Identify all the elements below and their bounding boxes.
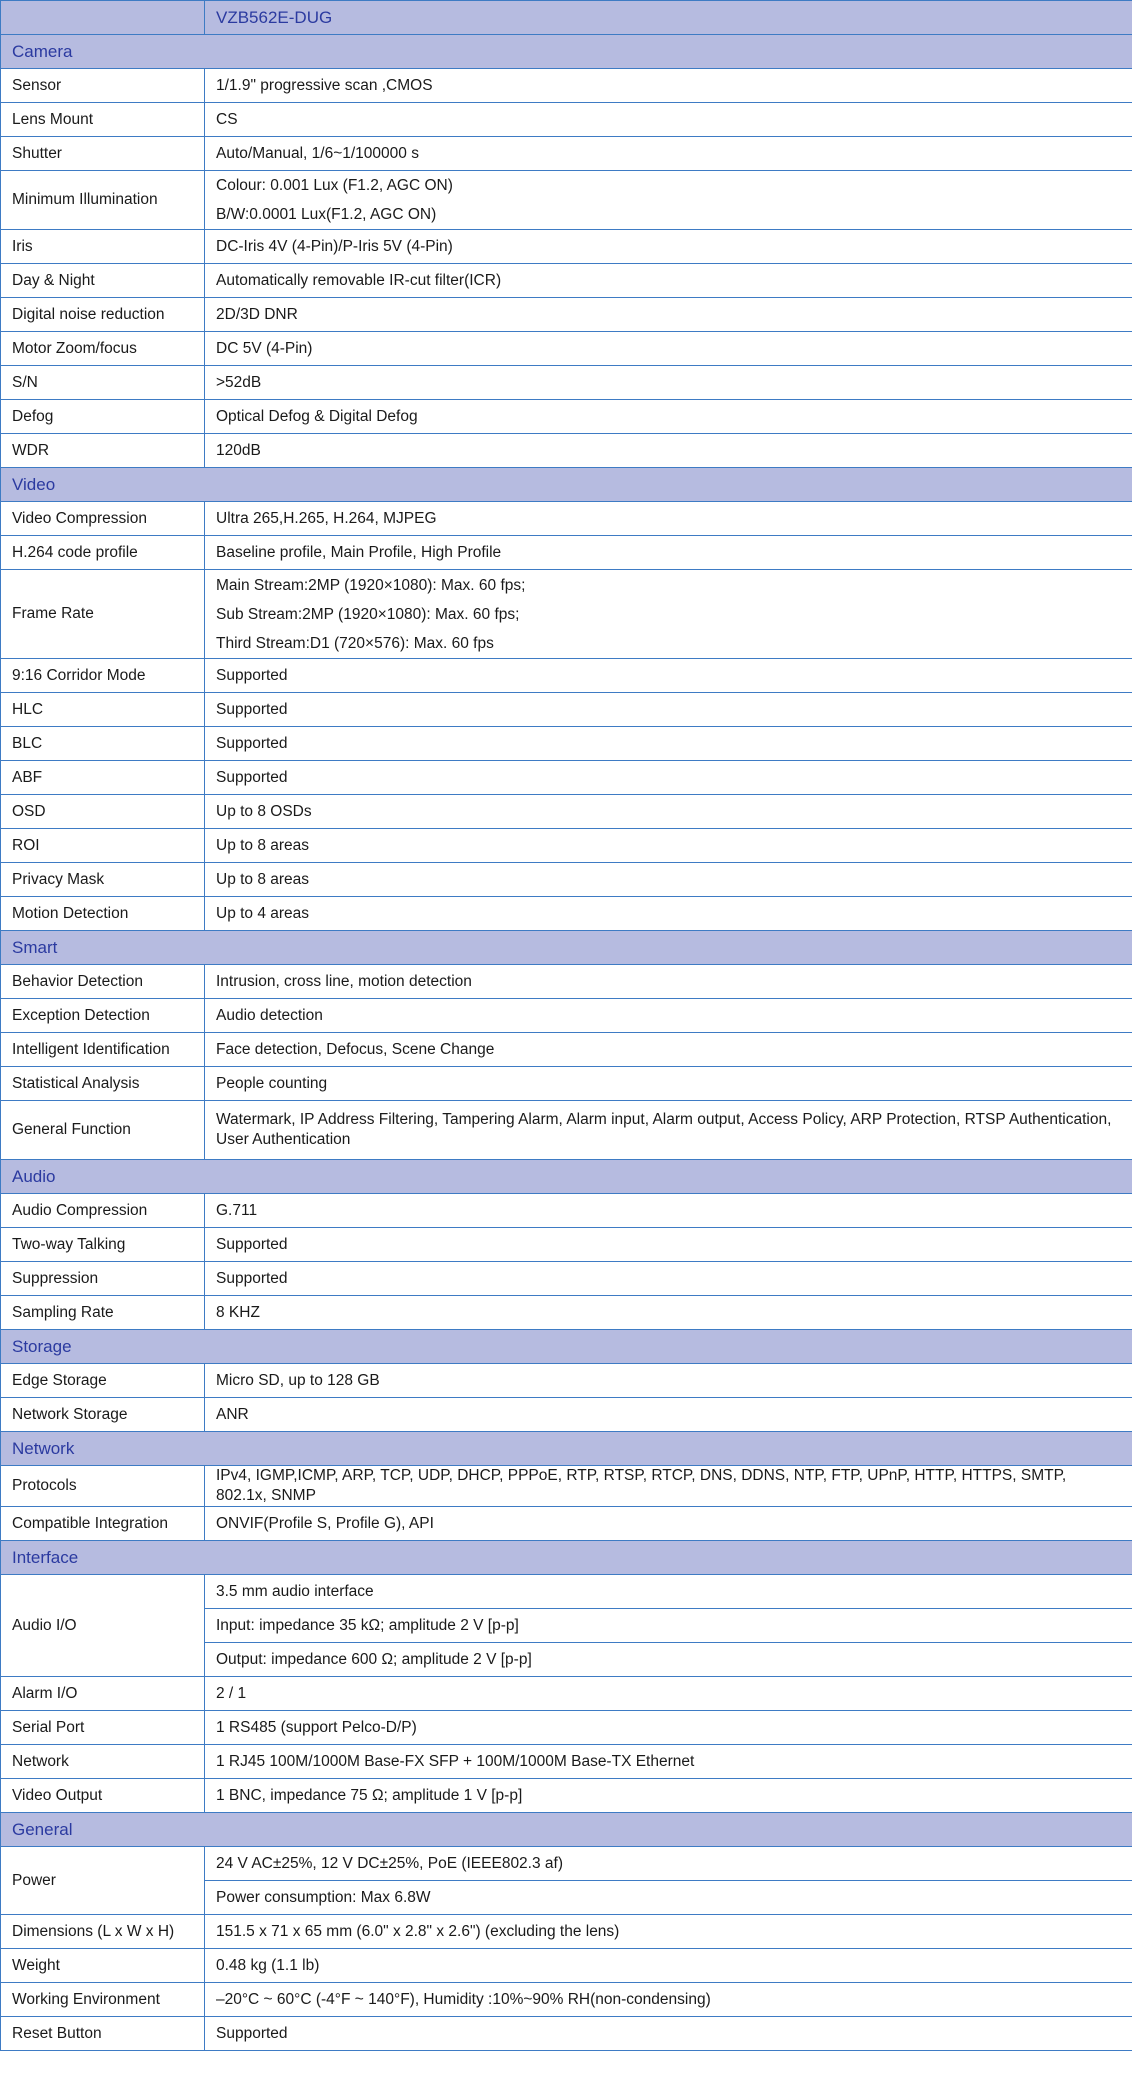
spec-label: Digital noise reduction	[1, 298, 205, 332]
spec-row-video-output	[1, 1779, 1132, 1813]
spec-value-line: Colour: 0.001 Lux (F1.2, AGC ON)	[216, 177, 453, 194]
spec-row-roi	[1, 829, 1132, 863]
spec-row-motion-detection	[1, 897, 1132, 931]
spec-label: Defog	[1, 400, 205, 434]
spec-label: Network	[1, 1745, 205, 1779]
spec-row-network	[1, 1745, 1132, 1779]
spec-value: 151.5 x 71 x 65 mm (6.0" x 2.8" x 2.6") (excluding the lens)	[205, 1915, 1132, 1949]
spec-label: ROI	[1, 829, 205, 863]
spec-row-weight	[1, 1949, 1132, 1983]
spec-value: 2 / 1	[205, 1677, 1132, 1711]
spec-row-general-function	[1, 1101, 1132, 1160]
spec-row-network-storage	[1, 1398, 1132, 1432]
spec-value: Supported	[205, 693, 1132, 727]
spec-value-line: B/W:0.0001 Lux(F1.2, AGC ON)	[216, 206, 437, 223]
spec-value: Ultra 265,H.265, H.264, MJPEG	[205, 502, 1132, 536]
section-header-interface	[1, 1541, 1132, 1575]
spec-row-sensor	[1, 69, 1132, 103]
spec-value: 1/1.9" progressive scan ,CMOS	[205, 69, 1132, 103]
spec-label: Video Compression	[1, 502, 205, 536]
spec-label: Two-way Talking	[1, 1228, 205, 1262]
spec-value: 1 RJ45 100M/1000M Base-FX SFP + 100M/1000M Base-TX Ethernet	[205, 1745, 1132, 1779]
spec-row-s-n	[1, 366, 1132, 400]
spec-label: Statistical Analysis	[1, 1067, 205, 1101]
spec-value: Face detection, Defocus, Scene Change	[205, 1033, 1132, 1067]
spec-value: Baseline profile, Main Profile, High Profile	[205, 536, 1132, 570]
section-header-network	[1, 1432, 1132, 1466]
spec-value	[205, 171, 1132, 230]
spec-label: H.264 code profile	[1, 536, 205, 570]
spec-value: 24 V AC±25%, 12 V DC±25%, PoE (IEEE802.3 af)	[205, 1847, 1132, 1881]
spec-table-body	[1, 1, 1132, 2051]
spec-value: >52dB	[205, 366, 1132, 400]
spec-label: 9:16 Corridor Mode	[1, 659, 205, 693]
spec-label: Lens Mount	[1, 103, 205, 137]
spec-label: ABF	[1, 761, 205, 795]
spec-label: Network Storage	[1, 1398, 205, 1432]
spec-value: Up to 8 OSDs	[205, 795, 1132, 829]
spec-value: Input: impedance 35 kΩ; amplitude 2 V [p-p]	[205, 1609, 1132, 1643]
spec-row-alarm-i-o	[1, 1677, 1132, 1711]
spec-value: Up to 8 areas	[205, 829, 1132, 863]
spec-row-exception-detection	[1, 999, 1132, 1033]
spec-value: Optical Defog & Digital Defog	[205, 400, 1132, 434]
spec-row-edge-storage	[1, 1364, 1132, 1398]
spec-label: Sensor	[1, 69, 205, 103]
spec-label: Shutter	[1, 137, 205, 171]
spec-label: Intelligent Identification	[1, 1033, 205, 1067]
section-header-storage	[1, 1330, 1132, 1364]
spec-value: 1 RS485 (support Pelco-D/P)	[205, 1711, 1132, 1745]
spec-value: 0.48 kg (1.1 lb)	[205, 1949, 1132, 1983]
spec-row-digital-noise-reduction	[1, 298, 1132, 332]
spec-row-statistical-analysis	[1, 1067, 1132, 1101]
spec-value: DC 5V (4-Pin)	[205, 332, 1132, 366]
spec-label: Frame Rate	[1, 570, 205, 659]
spec-row-osd	[1, 795, 1132, 829]
spec-label: Video Output	[1, 1779, 205, 1813]
spec-label: Power	[1, 1847, 205, 1915]
spec-row-suppression	[1, 1262, 1132, 1296]
spec-value: DC-Iris 4V (4-Pin)/P-Iris 5V (4-Pin)	[205, 230, 1132, 264]
spec-value: CS	[205, 103, 1132, 137]
spec-row-two-way-talking	[1, 1228, 1132, 1262]
spec-row-frame-rate	[1, 570, 1132, 659]
spec-value-line: Third Stream:D1 (720×576): Max. 60 fps	[216, 634, 494, 652]
spec-row-wdr	[1, 434, 1132, 468]
section-header-camera	[1, 35, 1132, 69]
spec-row-privacy-mask	[1, 863, 1132, 897]
spec-label: Protocols	[1, 1466, 205, 1507]
spec-label: Audio I/O	[1, 1575, 205, 1677]
model-row	[1, 1, 1132, 35]
spec-value: Supported	[205, 1228, 1132, 1262]
spec-label: Working Environment	[1, 1983, 205, 2017]
spec-value: ONVIF(Profile S, Profile G), API	[205, 1507, 1132, 1541]
section-title: Smart	[1, 931, 1132, 965]
spec-label: WDR	[1, 434, 205, 468]
spec-value: Micro SD, up to 128 GB	[205, 1364, 1132, 1398]
spec-label: Serial Port	[1, 1711, 205, 1745]
spec-row-sampling-rate	[1, 1296, 1132, 1330]
spec-row-9-16-corridor-mode	[1, 659, 1132, 693]
spec-value	[205, 570, 1132, 659]
spec-value: IPv4, IGMP,ICMP, ARP, TCP, UDP, DHCP, PPPoE, RTP, RTSP, RTCP, DNS, DDNS, NTP, FTP, UPnP, HTTP, HTTPS, SMTP, 802.1x, SNMP	[205, 1466, 1132, 1507]
spec-row-serial-port	[1, 1711, 1132, 1745]
section-header-video	[1, 468, 1132, 502]
section-title: Audio	[1, 1160, 1132, 1194]
spec-label: General Function	[1, 1101, 205, 1160]
spec-value-line: Sub Stream:2MP (1920×1080): Max. 60 fps;	[216, 605, 520, 623]
section-header-smart	[1, 931, 1132, 965]
section-title: General	[1, 1813, 1132, 1847]
spec-row-h-264-code-profile	[1, 536, 1132, 570]
spec-label: S/N	[1, 366, 205, 400]
spec-value: Power consumption: Max 6.8W	[205, 1881, 1132, 1915]
spec-value: Output: impedance 600 Ω; amplitude 2 V [p-p]	[205, 1643, 1132, 1677]
spec-value: Automatically removable IR-cut filter(ICR)	[205, 264, 1132, 298]
spec-label: OSD	[1, 795, 205, 829]
spec-row-defog	[1, 400, 1132, 434]
spec-label: Day & Night	[1, 264, 205, 298]
spec-label: Minimum Illumination	[1, 171, 205, 230]
spec-label: HLC	[1, 693, 205, 727]
spec-row-abf	[1, 761, 1132, 795]
spec-row-reset-button	[1, 2017, 1132, 2051]
spec-value: Supported	[205, 761, 1132, 795]
spec-row-lens-mount	[1, 103, 1132, 137]
spec-row-protocols	[1, 1466, 1132, 1507]
section-title: Video	[1, 468, 1132, 502]
spec-row-audio-i-o	[1, 1575, 1132, 1609]
spec-value: Supported	[205, 727, 1132, 761]
spec-value: Watermark, IP Address Filtering, Tampering Alarm, Alarm input, Alarm output, Access Policy, ARP Protection, RTSP Authentication, User Authentication	[205, 1101, 1132, 1160]
spec-row-blc	[1, 727, 1132, 761]
spec-value: ANR	[205, 1398, 1132, 1432]
model-blank-cell	[1, 1, 205, 35]
spec-value: People counting	[205, 1067, 1132, 1101]
section-title: Camera	[1, 35, 1132, 69]
spec-value: Audio detection	[205, 999, 1132, 1033]
spec-value: Up to 8 areas	[205, 863, 1132, 897]
spec-row-motor-zoom-focus	[1, 332, 1132, 366]
spec-label: Behavior Detection	[1, 965, 205, 999]
spec-label: Compatible Integration	[1, 1507, 205, 1541]
spec-row-compatible-integration	[1, 1507, 1132, 1541]
spec-row-shutter	[1, 137, 1132, 171]
spec-label: Privacy Mask	[1, 863, 205, 897]
spec-label: Motion Detection	[1, 897, 205, 931]
spec-row-audio-compression	[1, 1194, 1132, 1228]
spec-label: Exception Detection	[1, 999, 205, 1033]
spec-label: Weight	[1, 1949, 205, 1983]
spec-value: 3.5 mm audio interface	[205, 1575, 1132, 1609]
spec-label: Motor Zoom/focus	[1, 332, 205, 366]
section-header-general	[1, 1813, 1132, 1847]
spec-value-line: Main Stream:2MP (1920×1080): Max. 60 fps;	[216, 576, 526, 594]
spec-row-dimensions-l-x-w-x-h	[1, 1915, 1132, 1949]
spec-value: 1 BNC, impedance 75 Ω; amplitude 1 V [p-p]	[205, 1779, 1132, 1813]
spec-label: Suppression	[1, 1262, 205, 1296]
spec-label: Audio Compression	[1, 1194, 205, 1228]
spec-value: Supported	[205, 659, 1132, 693]
spec-label: Alarm I/O	[1, 1677, 205, 1711]
spec-label: BLC	[1, 727, 205, 761]
section-header-audio	[1, 1160, 1132, 1194]
spec-row-hlc	[1, 693, 1132, 727]
section-title: Network	[1, 1432, 1132, 1466]
spec-label: Iris	[1, 230, 205, 264]
spec-value: G.711	[205, 1194, 1132, 1228]
spec-value: Up to 4 areas	[205, 897, 1132, 931]
spec-row-working-environment	[1, 1983, 1132, 2017]
spec-row-power	[1, 1847, 1132, 1881]
spec-label: Edge Storage	[1, 1364, 205, 1398]
model-name: VZB562E-DUG	[205, 1, 1132, 35]
spec-label: Dimensions (L x W x H)	[1, 1915, 205, 1949]
spec-value: Supported	[205, 2017, 1132, 2051]
spec-row-day-night	[1, 264, 1132, 298]
spec-value: 2D/3D DNR	[205, 298, 1132, 332]
spec-row-intelligent-identification	[1, 1033, 1132, 1067]
spec-row-iris	[1, 230, 1132, 264]
spec-value: Auto/Manual, 1/6~1/100000 s	[205, 137, 1132, 171]
spec-value: Intrusion, cross line, motion detection	[205, 965, 1132, 999]
spec-row-minimum-illumination	[1, 171, 1132, 230]
section-title: Interface	[1, 1541, 1132, 1575]
spec-value: 8 KHZ	[205, 1296, 1132, 1330]
section-title: Storage	[1, 1330, 1132, 1364]
spec-value: 120dB	[205, 434, 1132, 468]
spec-label: Reset Button	[1, 2017, 205, 2051]
spec-value: –20°C ~ 60°C (-4°F ~ 140°F), Humidity :10%~90% RH(non-condensing)	[205, 1983, 1132, 2017]
spec-row-behavior-detection	[1, 965, 1132, 999]
spec-row-video-compression	[1, 502, 1132, 536]
spec-value: Supported	[205, 1262, 1132, 1296]
spec-label: Sampling Rate	[1, 1296, 205, 1330]
